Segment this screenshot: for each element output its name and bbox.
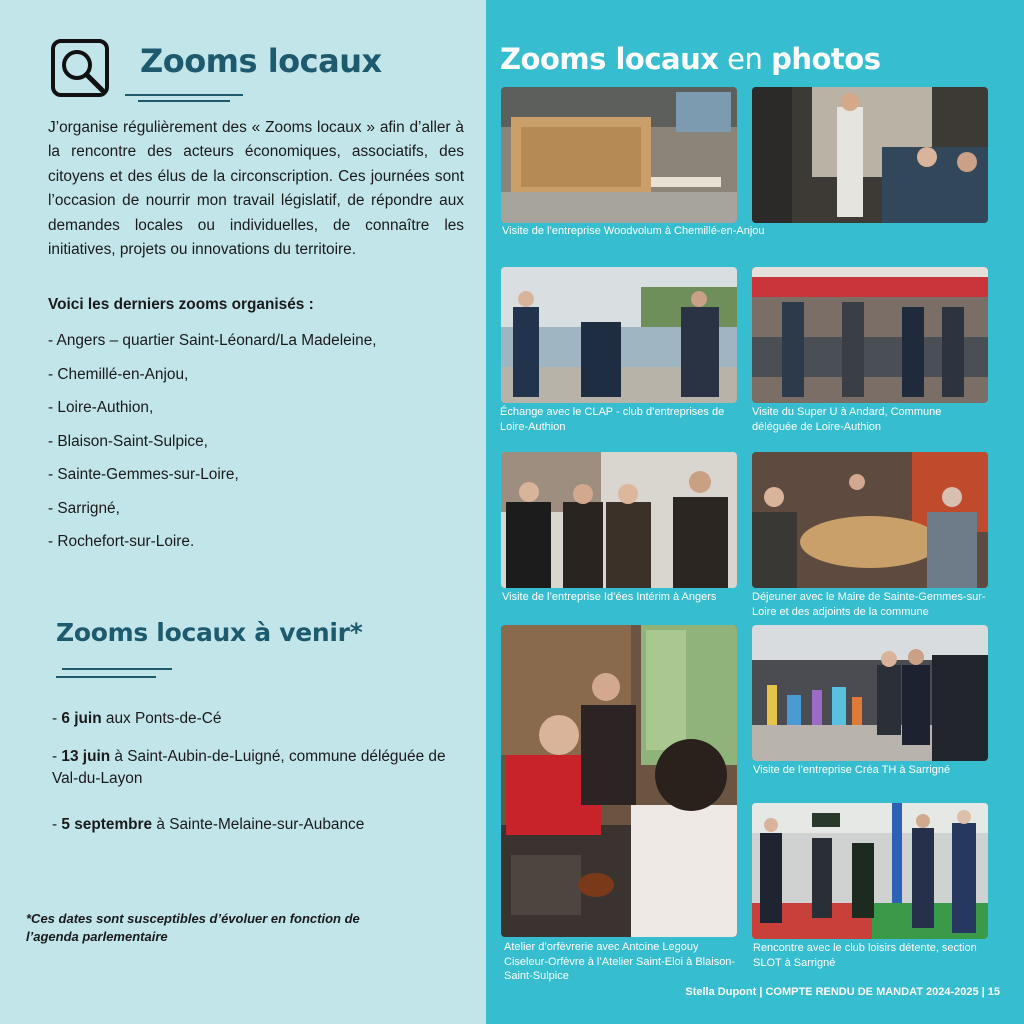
upcoming-prefix: - — [52, 710, 62, 727]
upcoming-item — [52, 708, 452, 730]
upcoming-date: 5 septembre — [61, 816, 153, 833]
caption-dejeuner: Déjeuner avec le Maire de Sainte-Gemmes-sur-Loire et des adjoints de la commune — [752, 591, 986, 618]
photo-dejeuner — [752, 452, 988, 588]
footnote: *Ces dates sont susceptibles d’évoluer en fonction de l’agenda parlementaire — [26, 911, 360, 944]
intro-paragraph: J’organise régulièrement des « Zooms locaux » afin d’aller à la rencontre des acteurs économiques, associatifs, des citoyens et des élus de la circonscription. Ces journées sont l’occasion de nourrir mon travail législatif, de répondre aux demandes locales ou individuelles, de connaître les initiatives, projets ou innovations du territoire. — [48, 119, 464, 259]
photo-woodvolum-workshop — [501, 87, 737, 223]
photo-slot — [752, 803, 988, 939]
upcoming-item — [52, 746, 452, 790]
upcoming-prefix: - — [52, 816, 62, 833]
caption-clap: Échange avec le CLAP - club d’entreprises de Loire-Authion — [500, 406, 725, 433]
photo-atelier — [501, 625, 737, 937]
caption-superu: Visite du Super U à Andard, Commune déléguée de Loire-Authion — [752, 406, 942, 433]
upcoming-underline — [56, 676, 156, 678]
photo-idees — [501, 452, 737, 588]
upcoming-heading: Zooms locaux à venir* — [56, 618, 363, 647]
caption-creath: Visite de l’entreprise Créa TH à Sarrigné — [753, 764, 951, 776]
page-heading: Zooms locaux — [140, 42, 382, 80]
list-item: - Blaison-Saint-Sulpice, — [48, 432, 208, 450]
list-item: - Sarrigné, — [48, 499, 120, 517]
list-item: - Sainte-Gemmes-sur-Loire, — [48, 466, 239, 483]
photos-heading-part: Zooms locaux — [500, 42, 719, 76]
right-column — [486, 0, 1024, 1024]
upcoming-text: aux Ponts-de-Cé — [101, 710, 222, 727]
photos-heading-part: photos — [771, 42, 881, 76]
photos-heading-part: en — [718, 42, 772, 76]
caption-atelier: Atelier d’orfèvrerie avec Antoine Legouy Ciseleur-Orfèvre à l’Atelier Saint-Eloi à Blaison-Saint-Sulpice — [504, 941, 736, 982]
photos-heading — [500, 42, 880, 76]
caption-idees: Visite de l’entreprise Id’ées Intérim à Angers — [502, 591, 717, 603]
upcoming-text: à Sainte-Melaine-sur-Aubance — [152, 816, 365, 833]
search-icon — [50, 38, 112, 100]
heading-underline — [125, 94, 243, 96]
upcoming-prefix: - — [52, 748, 62, 765]
upcoming-date: 6 juin — [61, 710, 102, 727]
list-item: - Chemillé-en-Anjou, — [48, 365, 189, 383]
photo-creath — [752, 625, 988, 761]
list-item: - Loire-Authion, — [48, 399, 154, 416]
upcoming-text: à Saint-Aubin-de-Luigné, commune déléguée de Val-du-Layon — [52, 748, 446, 787]
upcoming-item — [52, 814, 452, 836]
upcoming-underline — [62, 668, 172, 670]
photo-woodvolum-meeting — [752, 87, 988, 223]
page-footer: Stella Dupont | COMPTE RENDU DE MANDAT 2024-2025 | 15 — [685, 986, 1000, 998]
photo-clap — [501, 267, 737, 403]
heading-underline — [138, 100, 230, 102]
recent-zooms-title: Voici les derniers zooms organisés : — [48, 296, 314, 313]
left-column — [0, 0, 486, 1024]
caption-woodvolum: Visite de l’entreprise Woodvolum à Chemillé-en-Anjou — [502, 225, 765, 237]
list-item: - Angers – quartier Saint-Léonard/La Madeleine, — [48, 332, 377, 349]
caption-slot: Rencontre avec le club loisirs détente, section SLOT à Sarrigné — [753, 942, 977, 969]
photo-superu — [752, 267, 988, 403]
recent-zooms-list — [48, 330, 377, 565]
list-item: - Rochefort-sur-Loire. — [48, 533, 195, 550]
upcoming-date: 13 juin — [61, 748, 111, 765]
